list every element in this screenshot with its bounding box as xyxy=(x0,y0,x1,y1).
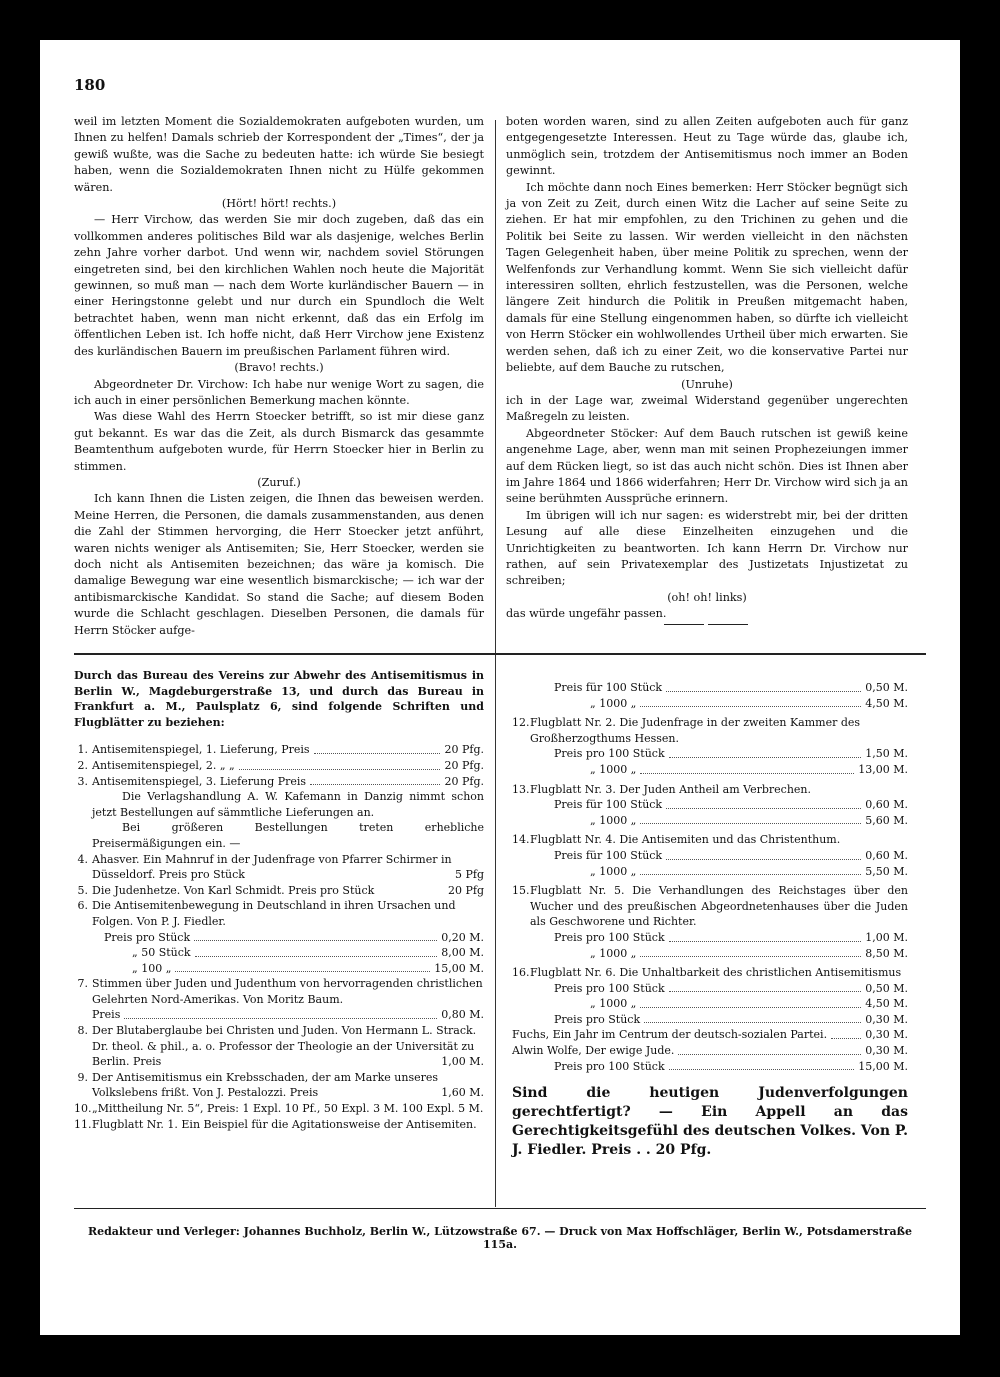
list-item xyxy=(512,883,908,961)
paragraph: weil im letzten Moment die Sozialdemokraten aufgeboten wurden, um Ihnen zu helfen! Damals schrieb der Korrespondent der „Times“, der ja gewiß wußte, was die Sache zu bedeuten hatte: ich würde Sie besiegt haben, wenn die Sozialdemokraten Ihnen nicht zu Hülfe gekommen wären. xyxy=(74,115,484,194)
item-price: 20 Pfg. xyxy=(444,774,484,788)
item-price: 0,60 M. xyxy=(865,798,908,812)
item-price: 20 Pfg. xyxy=(444,743,484,757)
end-rule xyxy=(708,624,748,625)
list-item xyxy=(512,1027,908,1043)
imprint: Redakteur und Verleger: Johannes Buchholz, Berlin W., Lützowstraße 67. — Druck von Max Hoffschläger, Berlin W., Potsdamerstraße 115a. xyxy=(87,1225,913,1251)
price-label: „ 100 „ xyxy=(132,961,172,975)
item-text: Der Antisemitismus ein Krebsschaden, der am Marke unseres Volkslebens frißt. Von J. Pestalozzi. Preis xyxy=(92,1070,439,1100)
item-number: 14. xyxy=(512,833,530,847)
footer-divider xyxy=(74,1208,926,1209)
list-item xyxy=(77,1070,484,1101)
item-number: 16. xyxy=(512,966,530,980)
paragraph: das würde ungefähr passen. xyxy=(506,607,667,621)
item-price: 0,50 M. xyxy=(865,681,908,694)
item-number: 11. xyxy=(74,1117,92,1131)
interjection: (Bravo! rechts.) xyxy=(234,361,324,375)
item-text: Flugblatt Nr. 1. Ein Beispiel für die Agitationsweise der Antisemiten. xyxy=(92,1117,477,1131)
item-price: 1,00 M. xyxy=(441,1055,484,1069)
price-label: Preis pro Stück xyxy=(554,1012,641,1026)
list-item xyxy=(77,976,484,1023)
item-price: 4,50 M. xyxy=(865,997,908,1011)
list-item xyxy=(512,965,908,1027)
price-label: Preis für 100 Stück xyxy=(554,848,663,862)
column-divider xyxy=(495,662,496,1207)
list-item xyxy=(77,774,484,790)
list-item xyxy=(77,852,484,883)
list-item xyxy=(77,898,484,976)
item-text: „Mittheilung Nr. 5“, Preis: 1 Expl. 10 Pf., 50 Expl. 3 M. 100 Expl. 5 M. xyxy=(92,1102,484,1116)
ad-left-column xyxy=(74,668,484,1132)
price-label: „ 1000 „ xyxy=(590,813,637,827)
item-text: Antisemitenspiegel, 3. Lieferung Preis xyxy=(92,774,307,788)
item-text: Stimmen über Juden und Judenthum von hervorragenden christlichen Gelehrten Nord-Amerikas. Von Moritz Baum. xyxy=(92,977,483,1006)
item-price: 0,80 M. xyxy=(441,1008,484,1022)
item-text: Die Antisemitenbewegung in Deutschland in ihren Ursachen und Folgen. Von P. J. Fiedler. xyxy=(92,899,456,928)
price-label: Preis pro Stück xyxy=(104,930,191,944)
right-text-column xyxy=(506,114,908,623)
price-label: Preis pro 100 Stück xyxy=(554,747,665,761)
item-price: 1,00 M. xyxy=(865,930,908,944)
paragraph: Ich kann Ihnen die Listen zeigen, die Ihnen das beweisen werden. Meine Herren, die Personen, die damals zusammenstanden, aus denen die Zahl der Stimmen hervorging, die Herr Stoecker jetzt anführt, waren nichts weniger als Antisemiten; Sie, Herr Stoecker, werden sie doch nicht als Antisemiten bezeichnen; das wäre ja komisch. Die damalige Bewegung war eine wesentlich bismarckische; — ich war der antibismarckische Kandidat. So stand die Sache; auf diesem Boden wurde die Schlacht geschlagen. Dieselben Personen, die damals für Herrn Stöcker aufge- xyxy=(74,492,484,637)
item-number: 2. xyxy=(77,758,88,772)
item-price: 0,60 M. xyxy=(865,848,908,862)
item-price: 0,30 M. xyxy=(865,1044,908,1058)
price-label: Preis pro 100 Stück xyxy=(554,981,665,995)
item-price: 0,50 M. xyxy=(865,981,908,995)
item-price: 5 Pfg xyxy=(454,868,484,882)
item-text: Flugblatt Nr. 2. Die Judenfrage in der zweiten Kammer des Großherzogthums Hessen. xyxy=(530,716,861,745)
item-text: Ahasver. Ein Mahnruf in der Judenfrage von Pfarrer Schirmer in Düsseldorf. Preis pro Stück xyxy=(92,852,452,882)
note: Bei größeren Bestellungen treten erhebliche Preisermäßigungen ein. — xyxy=(92,821,484,850)
list-item xyxy=(77,758,484,774)
item-text: Flugblatt Nr. 6. Die Unhaltbarkeit des christlichen Antisemitismus xyxy=(530,966,902,980)
ad-right-column xyxy=(512,680,908,1160)
item-text: Alwin Wolfe, Der ewige Jude. xyxy=(512,1044,675,1058)
list-item xyxy=(512,832,908,879)
paragraph: ich in der Lage war, zweimal Widerstand gegenüber ungerechten Maßregeln zu leisten. xyxy=(506,393,908,424)
price-label: Preis pro 100 Stück xyxy=(554,930,665,944)
item-number: 8. xyxy=(77,1024,88,1038)
interjection: (Zuruf.) xyxy=(257,475,301,489)
interjection: (oh! oh! links) xyxy=(667,590,747,604)
price-label: Preis xyxy=(92,1008,121,1022)
paragraph: Abgeordneter Dr. Virchow: Ich habe nur wenige Wort zu sagen, die ich auch in einer persönlichen Bemerkung machen könnte. xyxy=(74,377,484,407)
price-label: „ 50 Stück xyxy=(132,946,191,960)
price-label: Preis für 100 Stück xyxy=(554,798,663,812)
list-item xyxy=(77,742,484,758)
item-number: 15. xyxy=(512,884,530,898)
item-price: 0,20 M. xyxy=(441,930,484,944)
item-number: 3. xyxy=(77,774,88,788)
interjection: (Unruhe) xyxy=(681,377,733,391)
list-item xyxy=(77,1023,484,1070)
item-text: Flugblatt Nr. 3. Der Juden Antheil am Verbrechen. xyxy=(530,782,812,796)
list-item xyxy=(512,782,908,829)
list-item xyxy=(77,883,484,899)
item-number: 10. xyxy=(74,1102,92,1116)
item-text: Antisemitenspiegel, 2. „ „ xyxy=(92,758,235,772)
item-text: Flugblatt Nr. 4. Die Antisemiten und das Christenthum. xyxy=(530,833,841,847)
column-divider xyxy=(495,120,496,680)
item-price: 5,50 M. xyxy=(865,864,908,878)
item-price: 1,60 M. xyxy=(441,1086,484,1100)
price-label: Preis pro 100 Stück xyxy=(554,1059,665,1073)
item-number: 12. xyxy=(512,716,530,730)
paragraph: Was diese Wahl des Herrn Stoecker betrifft, so ist mir diese ganz gut bekannt. Es war das die Zeit, als durch Bismarck das gesammte Beamtenthum aufgeboten wurde, für Herrn Stoecker hier in Berlin zu stimmen. xyxy=(74,410,484,473)
price-label: „ 1000 „ xyxy=(590,997,637,1011)
item-number: 13. xyxy=(512,782,530,796)
list-item xyxy=(74,1101,484,1117)
document-page xyxy=(40,40,960,1335)
item-number: 5. xyxy=(77,883,88,897)
item-text: Flugblatt Nr. 5. Die Verhandlungen des Reichstages über den Wucher und des preußischen Abgeordnetenhauses über die Juden als Geschworene und Richter. xyxy=(530,884,908,929)
ad-intro: Durch das Bureau des Vereins zur Abwehr des Antisemitismus in Berlin W., Magdeburgerstraße 13, und durch das Bureau in Frankfurt a. M., Paulsplatz 6, sind folgende Schriften und Flugblätter zu beziehen: xyxy=(74,669,484,729)
price-label: „ 1000 „ xyxy=(590,946,637,960)
item-text: Antisemitenspiegel, 1. Lieferung, Preis xyxy=(92,743,310,757)
list-item xyxy=(74,1117,484,1133)
item-price: 15,00 M. xyxy=(858,1059,908,1073)
item-price: 1,50 M. xyxy=(865,747,908,761)
paragraph: Abgeordneter Stöcker: Auf dem Bauch rutschen ist gewiß keine angenehme Lage, aber, wenn man mit seinen Prophezeiungen immer auf dem Rücken liegt, so ist das auch nicht schön. Dies ist Ihnen aber im Jahre 1864 und 1866 widerfahren; Herr Dr. Virchow wird sich ja an seine berühmten Aussprüche erinnern. xyxy=(506,426,908,506)
item-price: 15,00 M. xyxy=(434,961,484,975)
section-divider xyxy=(74,653,926,655)
list-item xyxy=(512,1043,908,1059)
item-price: 4,50 M. xyxy=(865,696,908,710)
item-price: 0,30 M. xyxy=(865,1028,908,1042)
item-price: 13,00 M. xyxy=(858,762,908,776)
item-number: 1. xyxy=(77,743,88,757)
price-label: „ 1000 „ xyxy=(590,864,637,878)
price-label: „ 1000 „ xyxy=(590,696,637,710)
item-price: 0,30 M. xyxy=(865,1012,908,1026)
item-price: 20 Pfg. xyxy=(444,758,484,772)
item-price: 8,50 M. xyxy=(865,946,908,960)
item-number: 9. xyxy=(77,1070,88,1084)
note: Die Verlagshandlung A. W. Kafemann in Danzig nimmt schon jetzt Bestellungen auf sämmtliche Lieferungen an. xyxy=(92,790,484,819)
paragraph: — Herr Virchow, das werden Sie mir doch zugeben, daß das ein vollkommen anderes politisches Bild war als dasjenige, welches Berlin zehn Jahre vorher darbot. Und wenn wir, nachdem soviel Störungen eingetreten sind, bei den kirchlichen Wahlen noch heute die Majorität gewinnen, so muß man — nach dem Worte kurländischer Bauern — in einer Heringstonne gelebt und nur durch ein Spundloch die Welt betrachtet haben, wenn man nicht erkennt, daß das ein Erfolg im öffentlichen Leben ist. Ich hoffe nicht, daß Herr Virchow jene Existenz des kurländischen Bauern im preußischen Parlament führen wird. xyxy=(74,213,484,358)
item-price: 8,00 M. xyxy=(441,946,484,960)
page-number: 180 xyxy=(74,76,106,94)
item-number: 6. xyxy=(77,899,88,913)
item-text: Der Blutaberglaube bei Christen und Juden. Von Hermann L. Strack. Dr. theol. & phil., a. o. Professor der Theologie an der Universität zu Berlin. Preis xyxy=(92,1024,477,1069)
item-text: Die Judenhetze. Von Karl Schmidt. Preis pro Stück xyxy=(92,883,375,897)
left-text-column xyxy=(74,114,484,639)
paragraph: Im übrigen will ich nur sagen: es widerstrebt mir, bei der dritten Lesung auf alle diese Einzelheiten einzugehen und die Unrichtigkeiten zu beantworten. Ich kann Herrn Dr. Virchow nur rathen, auf sein Privatexemplar des Justizetats Injustizetat zu schreiben; xyxy=(506,508,908,588)
list-item xyxy=(512,715,908,777)
price-label: Preis für 100 Stück xyxy=(554,681,663,694)
paragraph: Ich möchte dann noch Eines bemerken: Herr Stöcker begnügt sich ja von Zeit zu Zeit, durch einen Witz die Lacher auf seine Seite zu ziehen. Er hat mir empfohlen, zu den Trichinen zu gehen und die Politik bei Seite zu lassen. Wir werden vielleicht in den nächsten Tagen Gelegenheit haben, über meine Politik zu sprechen, wenn der Welfenfonds zur Verhandlung kommt. Wenn Sie sich vielleicht dafür interessiren sollten, ehrlich festzustellen, was die Personen, welche längere Zeit hindurch die Politik in Preußen mitgemacht haben, damals für eine Stellung eingenommen haben, so dürfte ich vielleicht von Herrn Stöcker ein wohlwollendes Urtheil über mich erwarten. Sie werden sehen, daß ich zu einer Zeit, wo die konservative Partei nur beliebte, auf dem Bauche zu rutschen, xyxy=(506,180,908,375)
interjection: (Hört! hört! rechts.) xyxy=(221,197,337,211)
end-rule xyxy=(664,624,704,625)
item-number: 7. xyxy=(77,977,88,991)
closing-announcement: Sind die heutigen Judenverfolgungen gerechtfertigt? — Ein Appell an das Gerechtigkeitsgefühl des deutschen Volkes. Von P. J. Fiedler. Preis . . 20 Pfg. xyxy=(512,1085,908,1159)
item-number: 4. xyxy=(77,852,88,866)
item-price: 5,60 M. xyxy=(865,813,908,827)
paragraph: boten worden waren, sind zu allen Zeiten aufgeboten auch für ganz entgegengesetzte Interessen. Heut zu Tage würde das, glaube ich, unmöglich sein, trotzdem der Antisemitismus noch immer an Boden gewinnt. xyxy=(506,115,908,178)
item-price: 20 Pfg xyxy=(447,883,484,897)
item-text: Fuchs, Ein Jahr im Centrum der deutsch-sozialen Partei. xyxy=(512,1028,828,1042)
price-label: „ 1000 „ xyxy=(590,762,637,776)
